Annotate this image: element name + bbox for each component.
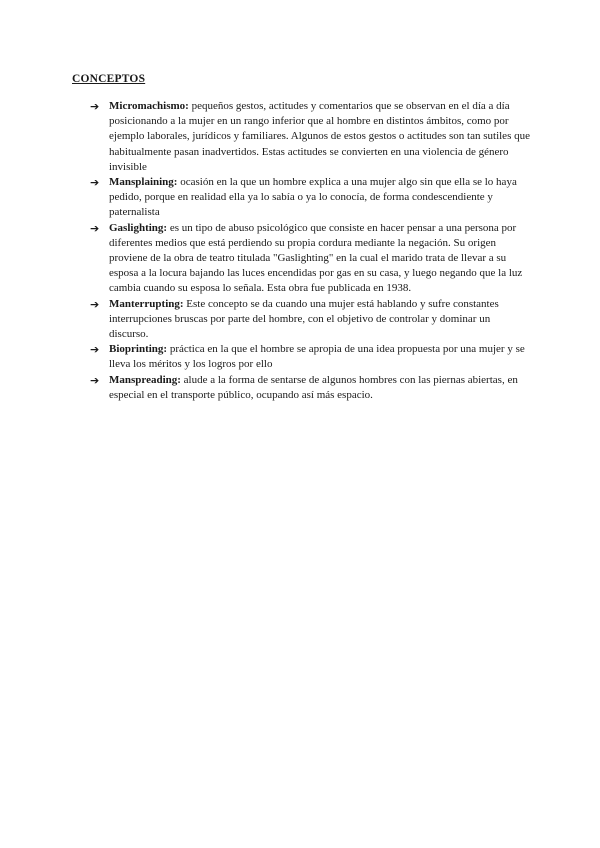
page-title: CONCEPTOS	[72, 73, 146, 85]
concept-item-manterrupting	[90, 297, 530, 343]
concept-term: Manterrupting:	[109, 297, 184, 310]
concept-item-gaslighting	[90, 221, 530, 297]
concept-item-mansplaining	[90, 175, 530, 221]
concept-item-micromachismo	[90, 99, 530, 175]
arrow-right-icon: ➔	[90, 221, 100, 235]
concept-definition: es un tipo de abuso psicológico que consiste en hacer pensar a una persona por diferentes medios que está perdiendo su propia cordura mediante la negación. Su origen proviene de la obra de teatro titulada "Gaslighting" en la cual el marido trata de llevar a su esposa a la locura bajando las luces encendidas por gas en su casa, y luego negando que la luz cambia cuando su esposa lo señala. Esta obra fue publicada en 1938.	[109, 221, 523, 295]
arrow-right-icon: ➔	[90, 100, 100, 113]
concept-definition: práctica en la que el hombre se apropia de una idea propuesta por una mujer y se lleva los méritos y los logros por ello	[109, 343, 525, 371]
concept-term: Micromachismo:	[109, 100, 189, 112]
arrow-right-icon: ➔	[90, 373, 100, 387]
concept-definition: alude a la forma de sentarse de algunos hombres con las piernas abiertas, en especial en el transporte público, ocupando así más espacio.	[109, 373, 518, 401]
concept-term: Gaslighting:	[109, 221, 168, 234]
concept-item-manspreading	[90, 373, 530, 403]
concept-definition: ocasión en la que un hombre explica a una mujer algo sin que ella se lo haya pedido, porque en realidad ella ya lo sabía o ya lo conocía, de forma condescendiente y paternalista	[109, 176, 517, 219]
concept-term: Bioprinting:	[109, 343, 168, 356]
concept-item-bioprinting	[90, 342, 530, 372]
concept-list	[90, 99, 530, 403]
arrow-right-icon: ➔	[90, 297, 100, 311]
concept-term: Manspreading:	[109, 373, 181, 386]
concept-definition: pequeños gestos, actitudes y comentarios que se observan en el día a día posicionando a la mujer en un rango inferior que al hombre en distintos ámbitos, como por ejemplo laborales, jurídicos y familiares. Algunos de estos gestos o actitudes son tan sutiles que habitualmente pasan inadvertidos. Estas actitudes se convierten en una violencia de género invisible	[109, 100, 530, 173]
arrow-right-icon: ➔	[90, 176, 100, 190]
concept-term: Mansplaining:	[109, 176, 178, 189]
concept-definition: Este concepto se da cuando una mujer está hablando y sufre constantes interrupciones bruscas por parte del hombre, con el objetivo de controlar y dominar un discurso.	[109, 297, 499, 341]
arrow-right-icon: ➔	[90, 343, 100, 357]
